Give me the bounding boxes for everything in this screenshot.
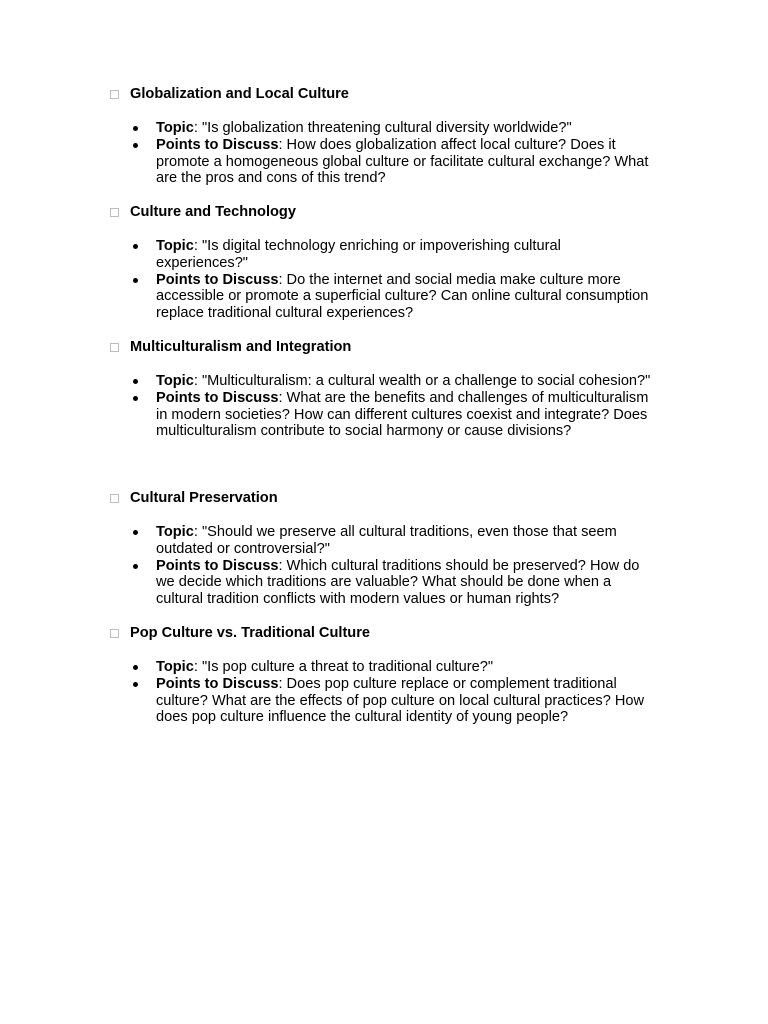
bullet-text [156,524,656,558]
square-bullet-icon [110,343,119,352]
dot-bullet-icon [133,665,138,670]
topic-label: Topic [156,120,194,136]
dot-bullet-icon [133,379,138,384]
bullet-text [156,272,656,322]
section-multiculturalism [0,339,768,440]
section-title: Cultural Preservation [130,490,278,506]
topic-text: : "Multiculturalism: a cultural wealth or a challenge to social cohesion?" [193,373,651,389]
points-label: Points to Discuss [156,557,279,574]
topic-label: Topic [156,373,194,389]
topic-text: : "Is digital technology enriching or impoverishing cultural experiences?" [156,238,561,271]
points-label: Points to Discuss [156,136,279,153]
list-item-topic [0,373,656,390]
topic-text: : "Is globalization threatening cultural diversity worldwide?" [193,120,572,136]
points-text: : Which cultural traditions should be preserved? How do we decide which traditions are valuable? What should be done when a cultural tradition conflicts with modern values or human rights? [156,557,640,608]
square-bullet-icon [110,90,119,99]
list-item-topic [0,659,656,676]
bullet-list [0,238,768,322]
points-text: : Do the internet and social media make culture more accessible or promote a superficial culture? Can online cultural consumption replace traditional cultural experiences? [156,271,649,322]
dot-bullet-icon [133,278,138,283]
points-text: : How does globalization affect local culture? Does it promote a homogeneous global culture or facilitate cultural exchange? What are the pros and cons of this trend? [156,136,649,187]
dot-bullet-icon [133,143,138,148]
bullet-list [0,659,768,726]
points-label: Points to Discuss [156,675,279,692]
points-text: : What are the benefits and challenges of multiculturalism in modern societies? How can different cultures coexist and integrate? Does multiculturalism contribute to social harmony or cause divisions? [156,389,649,440]
section-title: Globalization and Local Culture [130,86,349,102]
bullet-list [0,373,768,440]
topic-text: : "Is pop culture a threat to traditional culture?" [193,659,494,675]
section-heading [0,86,768,104]
bullet-text [156,238,656,272]
section-title: Pop Culture vs. Traditional Culture [130,625,371,641]
bullet-text [156,120,656,137]
bullet-text [156,659,656,676]
dot-bullet-icon [133,530,138,535]
bullet-text [156,558,656,608]
square-bullet-icon [110,208,119,217]
list-item-points [0,558,656,608]
topic-label: Topic [156,238,194,254]
topic-text: : "Should we preserve all cultural traditions, even those that seem outdated or controversial?" [156,524,617,557]
bullet-text [156,137,656,187]
points-label: Points to Discuss [156,271,279,288]
topic-label: Topic [156,524,194,540]
bullet-list [0,120,768,187]
list-item-topic [0,524,656,558]
section-pop-culture [0,625,768,726]
list-item-points [0,390,656,440]
list-item-points [0,137,656,187]
bullet-text [156,373,656,390]
square-bullet-icon [110,494,119,503]
section-technology [0,204,768,322]
dot-bullet-icon [133,126,138,131]
section-heading [0,204,768,222]
section-title: Culture and Technology [130,204,296,220]
topic-label: Topic [156,659,194,675]
points-text: : Does pop culture replace or complement traditional culture? What are the effects of pop culture on local cultural practices? How does pop culture influence the cultural identity of young people? [156,675,645,726]
dot-bullet-icon [133,396,138,401]
list-item-points [0,272,656,322]
section-preservation [0,490,768,608]
list-item-points [0,676,656,726]
section-heading [0,490,768,508]
section-heading [0,625,768,643]
square-bullet-icon [110,629,119,638]
section-heading [0,339,768,357]
points-label: Points to Discuss [156,389,279,406]
list-item-topic [0,238,656,272]
dot-bullet-icon [133,682,138,687]
list-item-topic [0,120,656,137]
section-title: Multiculturalism and Integration [130,339,352,355]
bullet-text [156,676,656,726]
section-globalization [0,86,768,187]
dot-bullet-icon [133,564,138,569]
bullet-text [156,390,656,440]
dot-bullet-icon [133,244,138,249]
bullet-list [0,524,768,608]
